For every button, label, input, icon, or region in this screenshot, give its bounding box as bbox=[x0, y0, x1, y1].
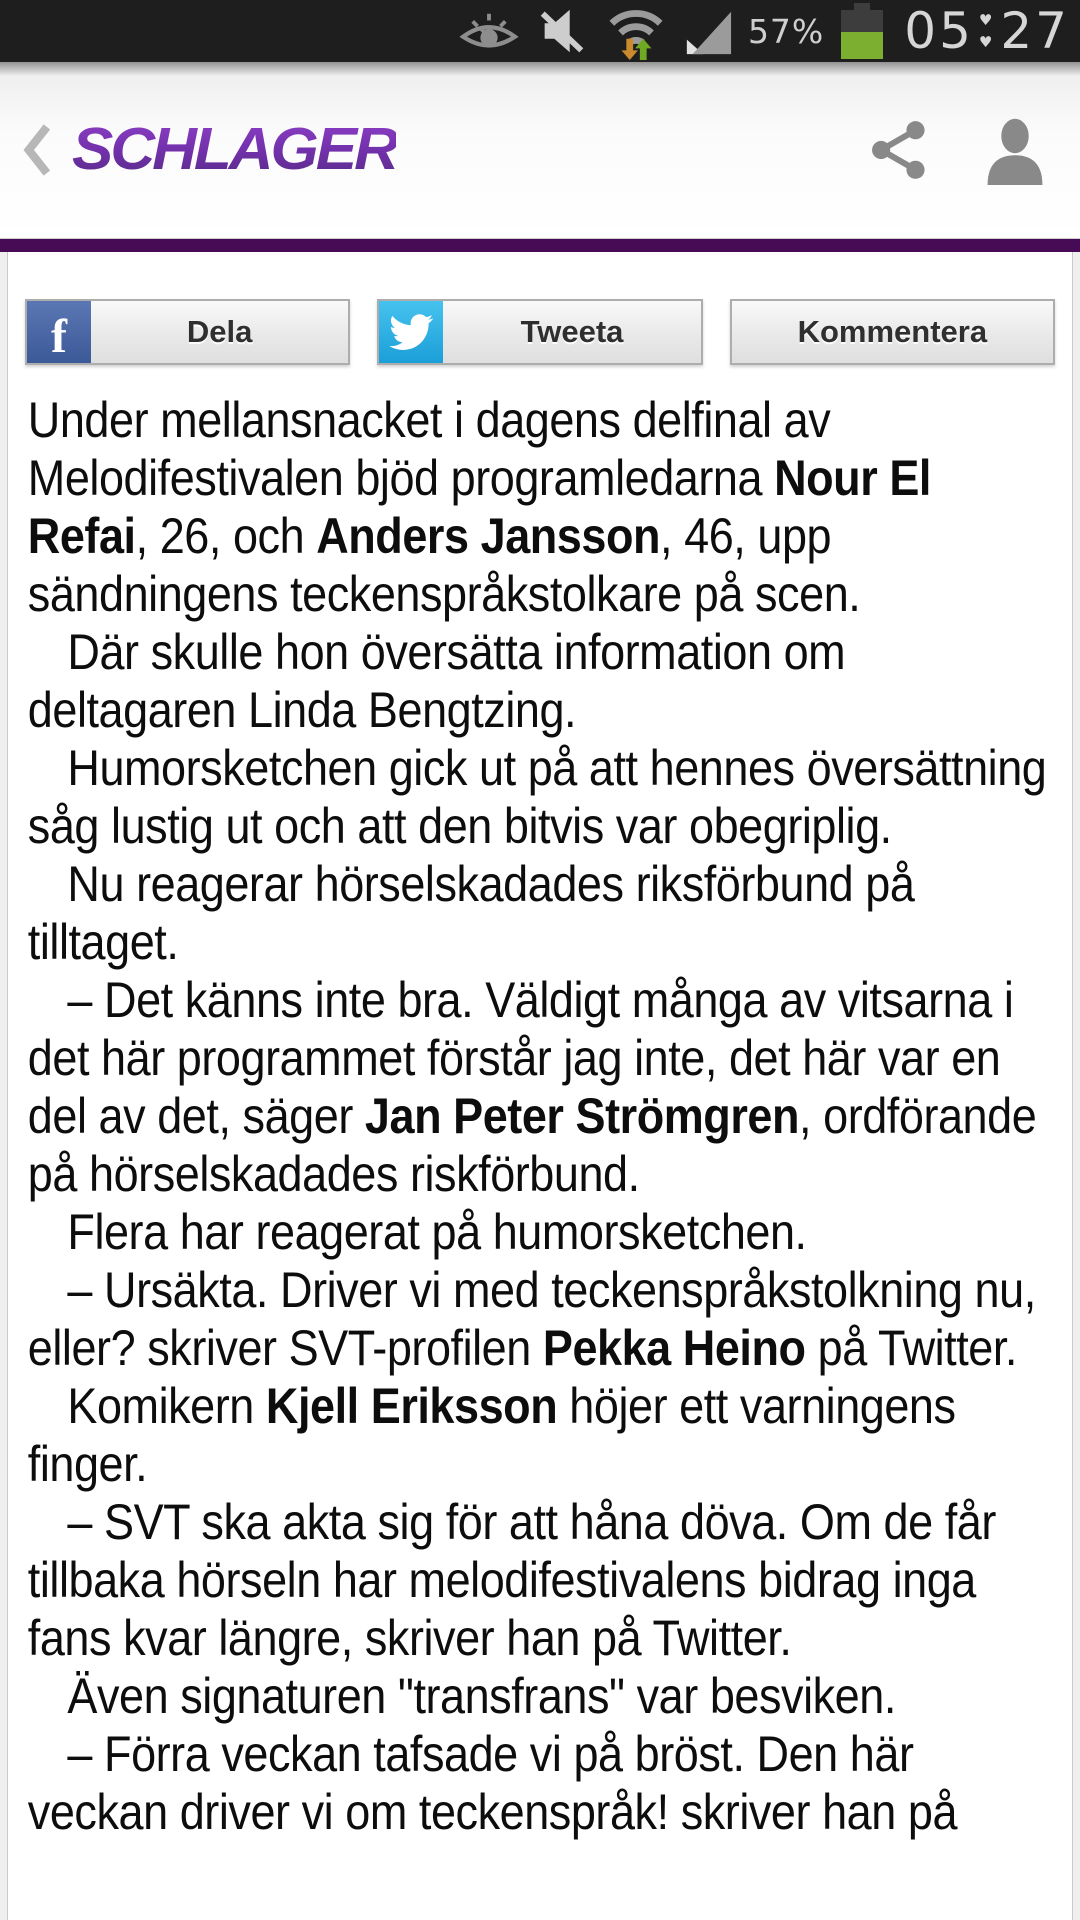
page-content bbox=[7, 252, 1073, 1920]
article-paragraph: Där skulle hon översätta information om deltagaren Linda Bengtzing. bbox=[27, 624, 846, 738]
article-paragraph: – SVT ska akta sig för att håna döva. Om de får tillbaka hörseln har melodifestivalens bidrag inga fans kvar längre, skriver han på Twitter. bbox=[27, 1494, 996, 1666]
twitter-share-label: Tweeta bbox=[520, 314, 624, 349]
person-icon bbox=[980, 114, 1050, 186]
wifi-up-down-icon bbox=[604, 2, 668, 60]
article-paragraph: Nu reagerar hörselskadades riksförbund på tilltaget. bbox=[27, 856, 915, 970]
facebook-share-button[interactable] bbox=[25, 299, 350, 365]
chevron-left-icon bbox=[20, 122, 54, 178]
article-paragraph: Flera har reagerat på humorsketchen. bbox=[67, 1204, 807, 1260]
comment-label: Kommentera bbox=[797, 314, 988, 349]
schlager-logo[interactable]: SCHLAGER bbox=[72, 116, 396, 182]
app-header bbox=[0, 62, 1080, 238]
share-row bbox=[25, 299, 1055, 365]
article-body bbox=[28, 391, 1052, 1841]
article-paragraph: – Ursäkta. Driver vi med teckenspråkstolkning nu, eller? skriver SVT-profilen Pekka Heino på Twitter. bbox=[27, 1262, 1036, 1376]
comment-button[interactable] bbox=[730, 299, 1055, 365]
article-paragraph: Humorsketchen gick ut på att hennes översättning såg lustig ut och att den bitvis var obegriplig. bbox=[27, 740, 1047, 854]
mute-icon bbox=[535, 4, 589, 58]
twitter-icon bbox=[379, 301, 443, 363]
battery-icon bbox=[841, 3, 883, 59]
article bbox=[8, 391, 1072, 1841]
facebook-icon: f bbox=[27, 301, 91, 363]
share-icon bbox=[866, 117, 932, 183]
article-paragraph: Även signaturen "transfrans" var besviken. bbox=[67, 1668, 896, 1724]
status-bar bbox=[0, 0, 1080, 62]
article-paragraph: Under mellansnacket i dagens delfinal av Melodifestivalen bjöd programledarna Nour El Refai, 26, och Anders Jansson, 46, upp sändningens teckenspråkstolkare på scen. bbox=[27, 392, 931, 622]
share-button[interactable] bbox=[866, 117, 932, 183]
cell-signal-icon bbox=[683, 6, 733, 56]
clock: 05 ♥ ♥ 27 bbox=[904, 2, 1070, 60]
heart-colon-icon: ♥ ♥ bbox=[978, 10, 996, 51]
article-paragraph: – Förra veckan tafsade vi på bröst. Den här veckan driver vi om teckenspråk! skriver han på bbox=[27, 1726, 958, 1840]
facebook-share-label: Dela bbox=[186, 314, 253, 349]
purple-divider bbox=[0, 238, 1080, 252]
battery-percent: 57% bbox=[747, 11, 825, 51]
back-button[interactable] bbox=[16, 118, 58, 182]
article-paragraph: Komikern Kjell Eriksson höjer ett varningens finger. bbox=[27, 1378, 956, 1492]
twitter-share-button[interactable] bbox=[377, 299, 702, 365]
article-paragraph: – Det känns inte bra. Väldigt många av vitsarna i det här programmet förstår jag inte, det här var en del av det, säger Jan Peter Strömgren, ordförande på hörselskadades riskförbund. bbox=[27, 972, 1037, 1202]
eye-icon bbox=[458, 8, 520, 54]
profile-button[interactable] bbox=[980, 114, 1050, 186]
